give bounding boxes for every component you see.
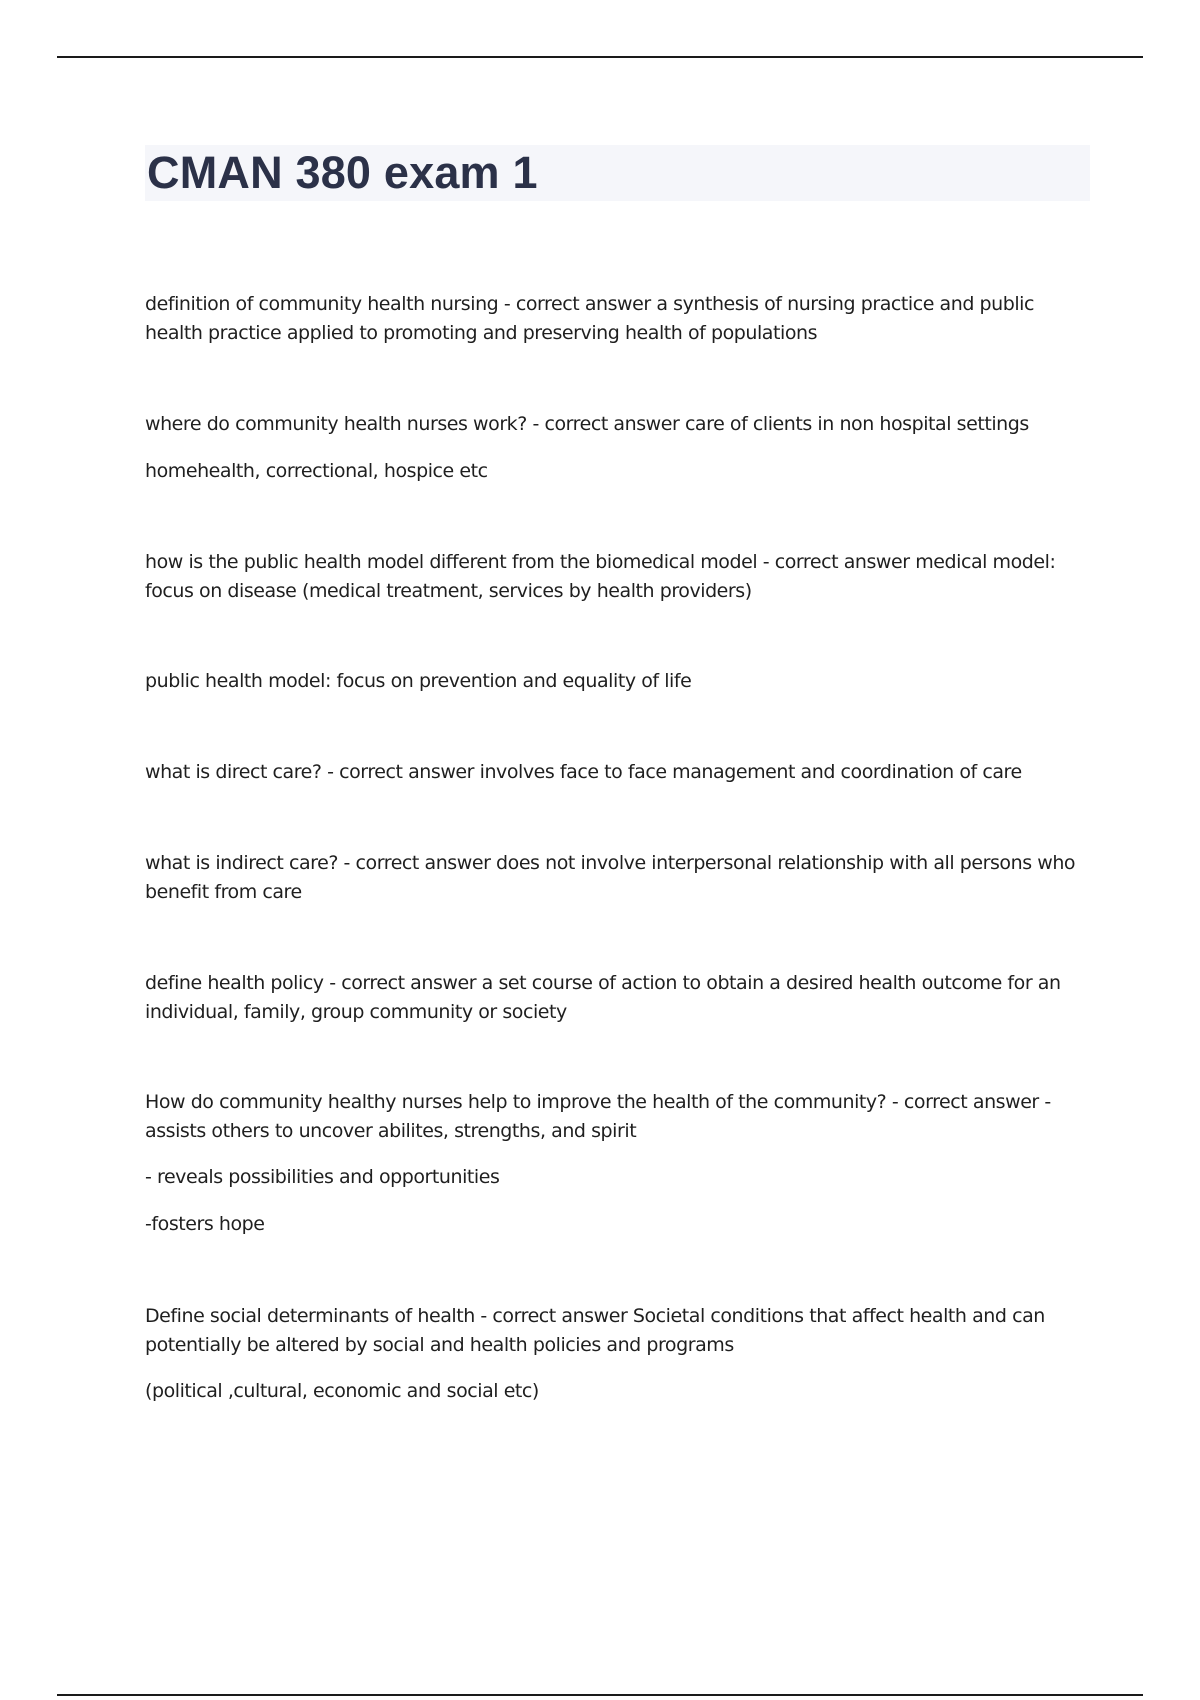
paragraph-indirect-care: what is indirect care? - correct answer does not involve interpersonal relationship with all persons who benefit from care (145, 852, 1076, 903)
paragraph-reveals-possibilities: - reveals possibilities and opportunities (145, 1166, 500, 1188)
bottom-rule (57, 1694, 1143, 1696)
top-rule (57, 56, 1143, 58)
page-title: CMAN 380 exam 1 (147, 147, 538, 198)
paragraph-determinants-examples: (political ,cultural, economic and social etc) (145, 1380, 539, 1402)
paragraph-health-policy: define health policy - correct answer a set course of action to obtain a desired health outcome for an individual, family, group community or society (145, 972, 1061, 1023)
paragraph-public-vs-biomedical: how is the public health model different from the biomedical model - correct answer medical model: focus on disease (medical treatment, services by health providers) (145, 551, 1056, 602)
paragraph-improve-community-health: How do community healthy nurses help to improve the health of the community? - correct answer - assists others to uncover abilites, strengths, and spirit (145, 1091, 1051, 1142)
paragraph-community-health-definition: definition of community health nursing - correct answer a synthesis of nursing practice and public health practice applied to promoting and preserving health of populations (145, 293, 1034, 344)
paragraph-public-health-model: public health model: focus on prevention and equality of life (145, 670, 692, 692)
paragraph-social-determinants: Define social determinants of health - correct answer Societal conditions that affect health and can potentially be altered by social and health policies and programs (145, 1305, 1045, 1356)
paragraph-direct-care: what is direct care? - correct answer involves face to face management and coordination of care (145, 761, 1022, 783)
paragraph-work-settings: homehealth, correctional, hospice etc (145, 460, 488, 482)
paragraph-fosters-hope: -fosters hope (145, 1213, 265, 1235)
paragraph-where-nurses-work: where do community health nurses work? - correct answer care of clients in non hospital settings (145, 413, 1029, 435)
title-bar (145, 145, 1090, 201)
